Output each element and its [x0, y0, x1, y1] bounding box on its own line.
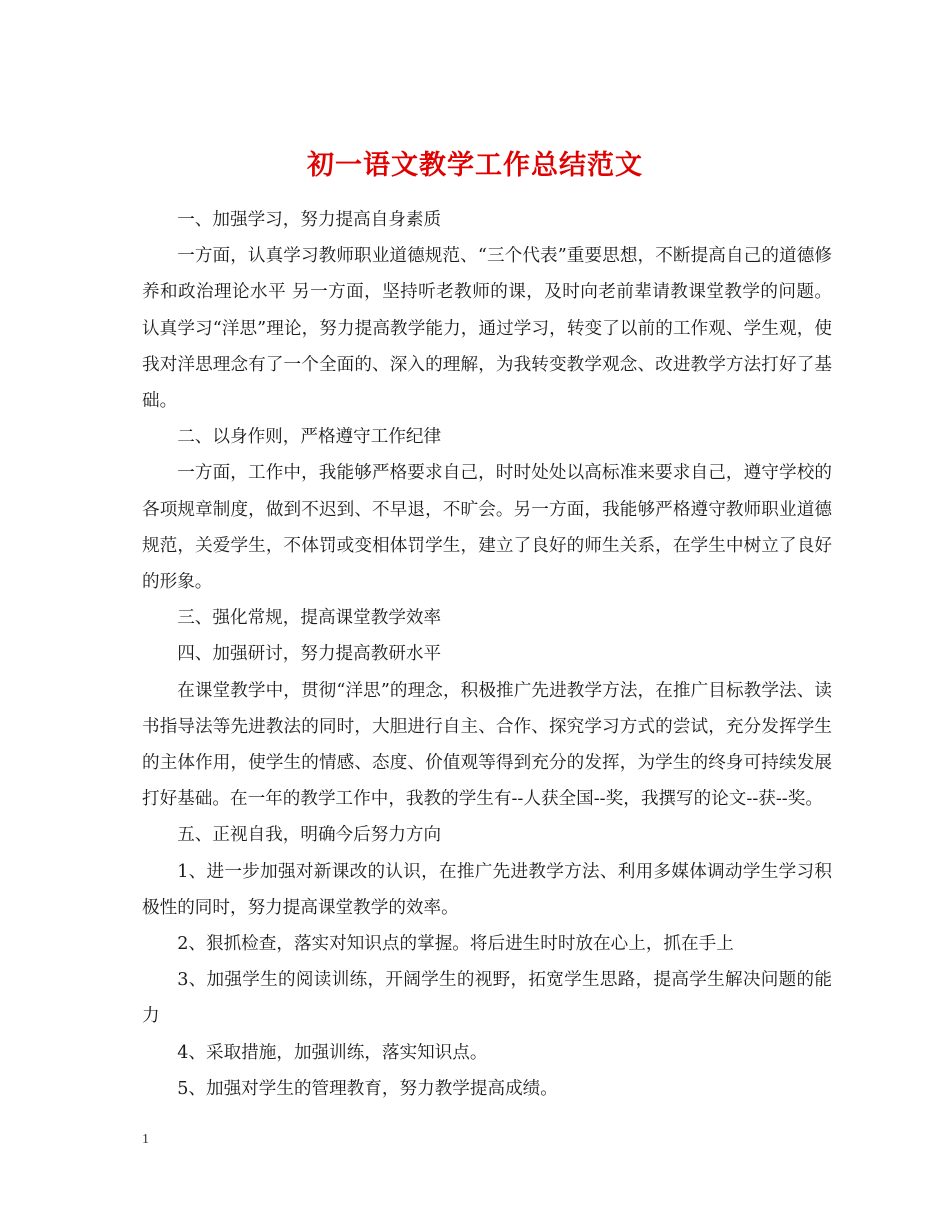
document-body — [142, 202, 832, 1107]
paragraph: 一方面，认真学习教师职业道德规范、“三个代表”重要思想，不断提高自己的道德修养和政治理论水平 另一方面，坚持听老教师的课，及时向老前辈请教课堂教学的问题。认真学习“洋思”理论，努力提高教学能力，通过学习，转变了以前的工作观、学生观，使我对洋思理念有了一个全面的、深入的理解，为我转变教学观念、改进教学方法打好了基础。 — [142, 246, 832, 412]
document-title: 初一语文教学工作总结范文 — [307, 150, 643, 182]
list-item: 1、进一步加强对新课改的认识，在推广先进教学方法、利用多媒体调动学生学习积极性的同时，努力提高课堂教学的效率。 — [142, 861, 832, 918]
section-heading-3: 三、强化常规，提高课堂教学效率 — [177, 608, 442, 629]
section-heading-2: 二、以身作则，严格遵守工作纪律 — [177, 427, 442, 448]
section-heading-1: 一、加强学习，努力提高自身素质 — [177, 210, 442, 230]
paragraph: 一方面，工作中，我能够严格要求自己，时时处处以高标准来要求自己，遵守学校的各项规章制度，做到不迟到、不早退，不旷会。另一方面，我能够严格遵守教师职业道德规范，关爱学生，不体罚或变相体罚学生，建立了良好的师生关系，在学生中树立了良好的形象。 — [142, 463, 832, 593]
section-heading-5: 五、正视自我，明确今后努力方向 — [177, 825, 442, 846]
list-item: 5、加强对学生的管理教育，努力教学提高成绩。 — [177, 1078, 558, 1099]
paragraph: 在课堂教学中，贯彻“洋思”的理念，积极推广先进教学方法，在推广目标教学法、读书指导法等先进教法的同时，大胆进行自主、合作、探究学习方式的尝试，充分发挥学生的主体作用，使学生的情感、态度、价值观等得到充分的发挥，为学生的终身可持续发展打好基础。在一年的教学工作中，我教的学生有--人获全国--奖，我撰写的论文--获--奖。 — [142, 680, 832, 810]
list-item: 2、狠抓检查，落实对知识点的掌握。将后进生时时放在心上，抓在手上 — [177, 934, 734, 955]
page-number: 1 — [142, 1132, 149, 1147]
list-item: 4、采取措施，加强训练，落实知识点。 — [177, 1042, 488, 1063]
section-heading-4: 四、加强研讨，努力提高教研水平 — [177, 644, 442, 665]
list-item: 3、加强学生的阅读训练，开阔学生的视野，拓宽学生思路，提高学生解决问题的能力 — [142, 970, 832, 1027]
